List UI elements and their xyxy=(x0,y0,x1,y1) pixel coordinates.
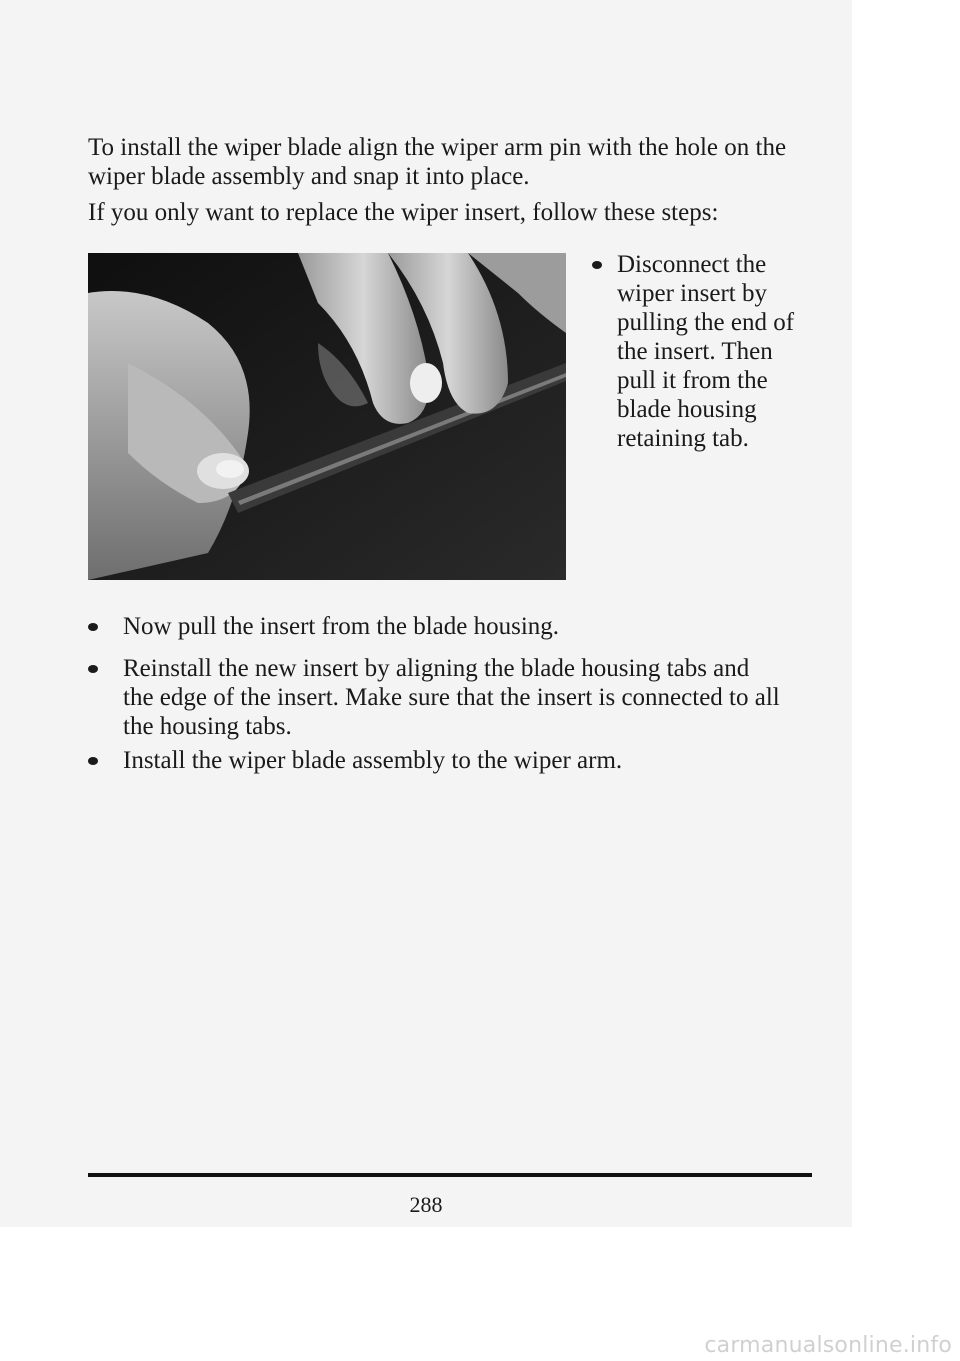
bullet-dot xyxy=(88,665,98,673)
bullet-dot xyxy=(88,757,98,765)
install-paragraph: To install the wiper blade align the wiper arm pin with the hole on the wiper blade assembly and snap it into place. xyxy=(88,134,787,190)
disconnect-step-text: Disconnect the wiper insert by pulling the end of the insert. Then pull it from the blade housing retaining tab. xyxy=(617,251,795,452)
replace-paragraph: If you only want to replace the wiper insert, follow these steps: xyxy=(88,199,719,226)
page-number: 288 xyxy=(409,1192,443,1217)
footer-rule xyxy=(88,1173,812,1177)
bullet-dot xyxy=(592,261,602,269)
pull-step-text: Now pull the insert from the blade housing. xyxy=(123,613,560,640)
install-step-text: Install the wiper blade assembly to the wiper arm. xyxy=(123,747,623,774)
watermark: carmanualsonline.info xyxy=(704,1333,952,1358)
reinstall-step-text: Reinstall the new insert by aligning the blade housing tabs and the edge of the insert. Make sure that the insert is connected to all the housing tabs. xyxy=(123,655,780,740)
bullet-dot xyxy=(88,623,98,631)
wiper-insert-photo xyxy=(88,253,566,580)
